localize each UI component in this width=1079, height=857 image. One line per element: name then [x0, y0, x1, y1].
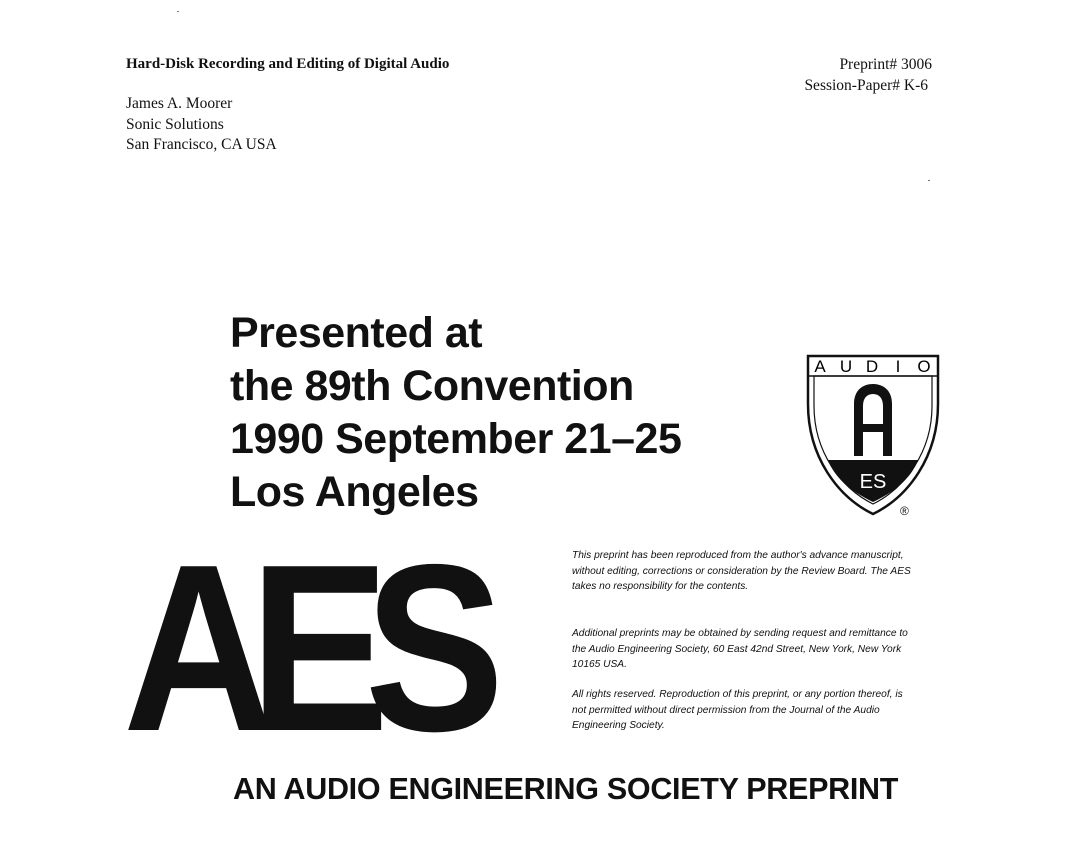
notice-paragraph-1: This preprint has been reproduced from the author's advance manuscript, without editing, corrections or consideration by the Review Board. The AES takes no responsibility for the contents. [572, 550, 911, 593]
notice-paragraph-3: All rights reserved. Reproduction of this preprint, or any portion thereof, is not permitted without direct permission from the Journal of the Audio Engineering Society. [572, 689, 903, 732]
aes-audio-logo [804, 352, 944, 522]
headline-line-3: 1990 September 21–25 [230, 415, 682, 463]
logo-letter-u: U [839, 357, 853, 376]
scan-speck [928, 180, 930, 181]
headline-line-2: the 89th Convention [230, 362, 634, 410]
footer-preprint-label: AN AUDIO ENGINEERING SOCIETY PREPRINT [233, 772, 899, 806]
logo-letter-d: D [865, 357, 879, 376]
headline-line-4: Los Angeles [230, 468, 479, 516]
author-affiliation: Sonic Solutions [126, 116, 224, 133]
logo-letter-a: A [814, 357, 826, 376]
author-name: James A. Moorer [126, 95, 233, 112]
aes-wordmark: AES [123, 516, 480, 781]
headline-line-1: Presented at [230, 309, 483, 357]
logo-letter-o: O [917, 357, 931, 376]
aes-shield-icon [804, 352, 944, 522]
paper-title: Hard-Disk Recording and Editing of Digital Audio [126, 56, 450, 72]
logo-letter-i: I [895, 357, 901, 376]
notice-paragraph-2: Additional preprints may be obtained by sending request and remittance to the Audio Engineering Society, 60 East 42nd Street, New York, New York 10165 USA. [572, 628, 908, 671]
session-paper-number: Session-Paper# K-6 [804, 77, 928, 94]
scan-speck [177, 11, 179, 12]
registered-mark-icon: ® [900, 504, 909, 518]
logo-es-text: ES [859, 471, 887, 493]
preprint-number: Preprint# 3006 [839, 56, 932, 73]
author-location: San Francisco, CA USA [126, 136, 277, 153]
